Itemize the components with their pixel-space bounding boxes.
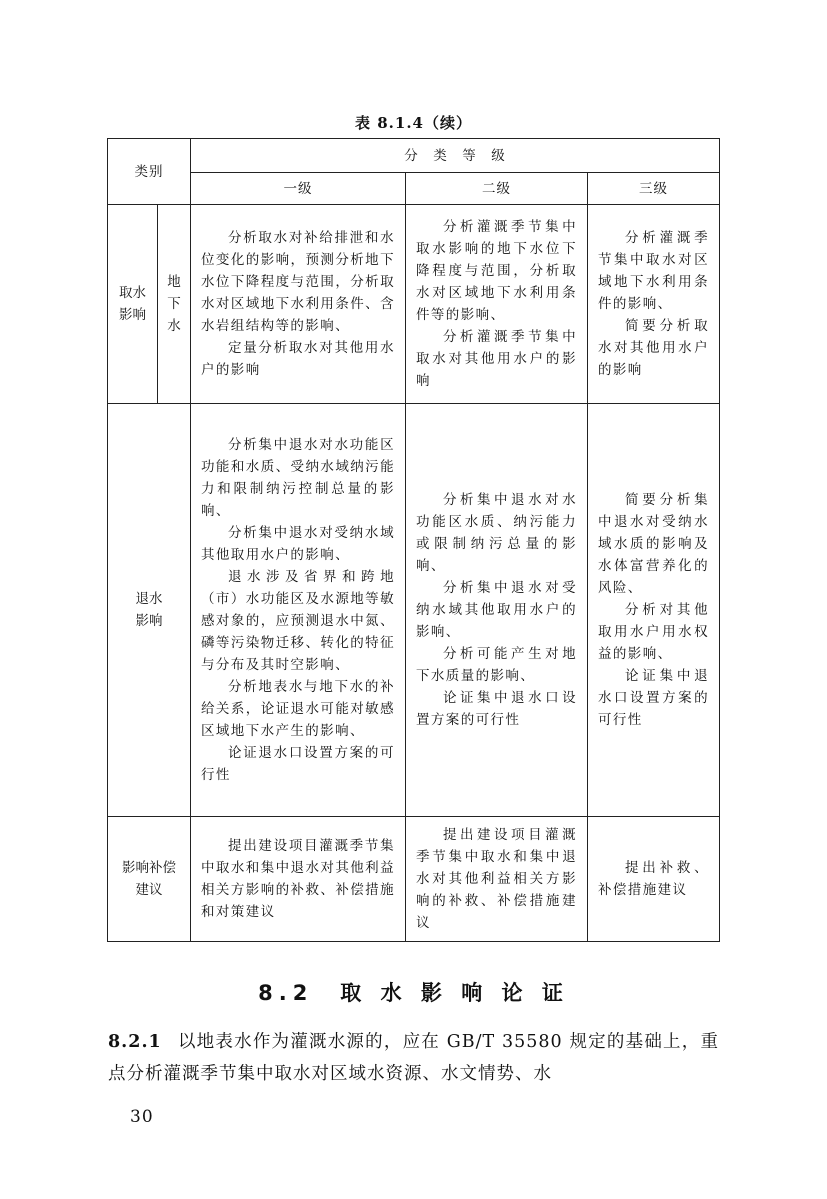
cell-paragraph: 论证退水口设置方案的可行性	[201, 745, 395, 783]
cell-paragraph: 分析对其他取用水户用水权益的影响、	[598, 602, 710, 662]
category-water-intake-impact: 取水 影响	[108, 205, 158, 404]
cell-paragraph: 分析灌溉季节集中取水影响的地下水位下降程度与范围，分析取水对区域地下水利用条件等的影响、	[416, 219, 577, 323]
cell-paragraph: 分析灌溉季节集中取水对区域地下水利用条件的影响、	[598, 230, 710, 312]
cell-paragraph: 定量分析取水对其他用水户的影响	[201, 340, 395, 378]
page-number: 30	[130, 1107, 154, 1127]
category-drainage-impact: 退水 影响	[108, 404, 191, 817]
cell-paragraph: 提出建设项目灌溉季节集中取水和集中退水对其他利益相关方影响的补救、补偿措施建议	[416, 827, 577, 931]
cell-paragraph: 论证集中退水口设置方案的可行性	[416, 690, 577, 728]
header-classification-level: 分 类 等 级	[191, 139, 720, 173]
cell-paragraph: 分析可能产生对地下水质量的影响、	[416, 646, 577, 684]
header-level-2: 二级	[406, 173, 588, 205]
cell-paragraph: 分析集中退水对水功能区功能和水质、受纳水域纳污能力和限制纳污控制总量的影响、	[201, 437, 395, 519]
clause-number: 8.2.1	[108, 1032, 162, 1052]
header-level-1: 一级	[191, 173, 406, 205]
header-category: 类别	[108, 139, 191, 205]
cell-paragraph: 简要分析取水对其他用水户的影响	[598, 318, 710, 378]
clause-paragraph	[108, 1026, 719, 1090]
subcategory-groundwater: 地 下 水	[158, 205, 191, 404]
cell-paragraph: 提出补救、补偿措施建议	[598, 860, 710, 898]
cell-drainage-level-2	[406, 404, 588, 817]
cell-paragraph: 分析灌溉季节集中取水对其他用水户的影响	[416, 329, 577, 389]
cell-compensation-level-2	[406, 817, 588, 942]
cell-intake-level-2	[406, 205, 588, 404]
section-heading: 8.2 取 水 影 响 论 证	[258, 981, 569, 1005]
classification-table	[107, 138, 720, 942]
table-row	[108, 404, 720, 817]
cell-intake-level-3	[588, 205, 720, 404]
cell-drainage-level-1	[191, 404, 406, 817]
cell-paragraph: 分析集中退水对受纳水域其他取用水户的影响、	[201, 525, 395, 563]
cell-paragraph: 分析地表水与地下水的补给关系，论证退水可能对敏感区域地下水产生的影响、	[201, 679, 395, 739]
clause-text: 以地表水作为灌溉水源的，应在 GB/T 35580 规定的基础上，重点分析灌溉季节集中取水对区域水资源、水文情势、水	[108, 1032, 719, 1084]
cell-paragraph: 退水涉及省界和跨地（市）水功能区及水源地等敏感对象的，应预测退水中氮、磷等污染物迁移、转化的特征与分布及其时空影响、	[201, 569, 395, 673]
table-row	[108, 817, 720, 942]
cell-paragraph: 分析集中退水对水功能区水质、纳污能力或限制纳污总量的影响、	[416, 492, 577, 574]
cell-paragraph: 简要分析集中退水对受纳水域水质的影响及水体富营养化的风险、	[598, 492, 710, 596]
cell-paragraph: 论证集中退水口设置方案的可行性	[598, 668, 710, 728]
cell-paragraph: 提出建设项目灌溉季节集中取水和集中退水对其他利益相关方影响的补救、补偿措施和对策建议	[201, 838, 395, 920]
cell-intake-level-1	[191, 205, 406, 404]
cell-paragraph: 分析集中退水对受纳水域其他取用水户的影响、	[416, 580, 577, 640]
table-row	[108, 205, 720, 404]
cell-compensation-level-1	[191, 817, 406, 942]
category-compensation-suggestion: 影响补偿 建议	[108, 817, 191, 942]
table-caption: 表 8.1.4（续）	[355, 114, 472, 132]
cell-compensation-level-3	[588, 817, 720, 942]
cell-drainage-level-3	[588, 404, 720, 817]
header-level-3: 三级	[588, 173, 720, 205]
cell-paragraph: 分析取水对补给排泄和水位变化的影响，预测分析地下水位下降程度与范围，分析取水对区域地下水利用条件、含水岩组结构等的影响、	[201, 230, 395, 334]
